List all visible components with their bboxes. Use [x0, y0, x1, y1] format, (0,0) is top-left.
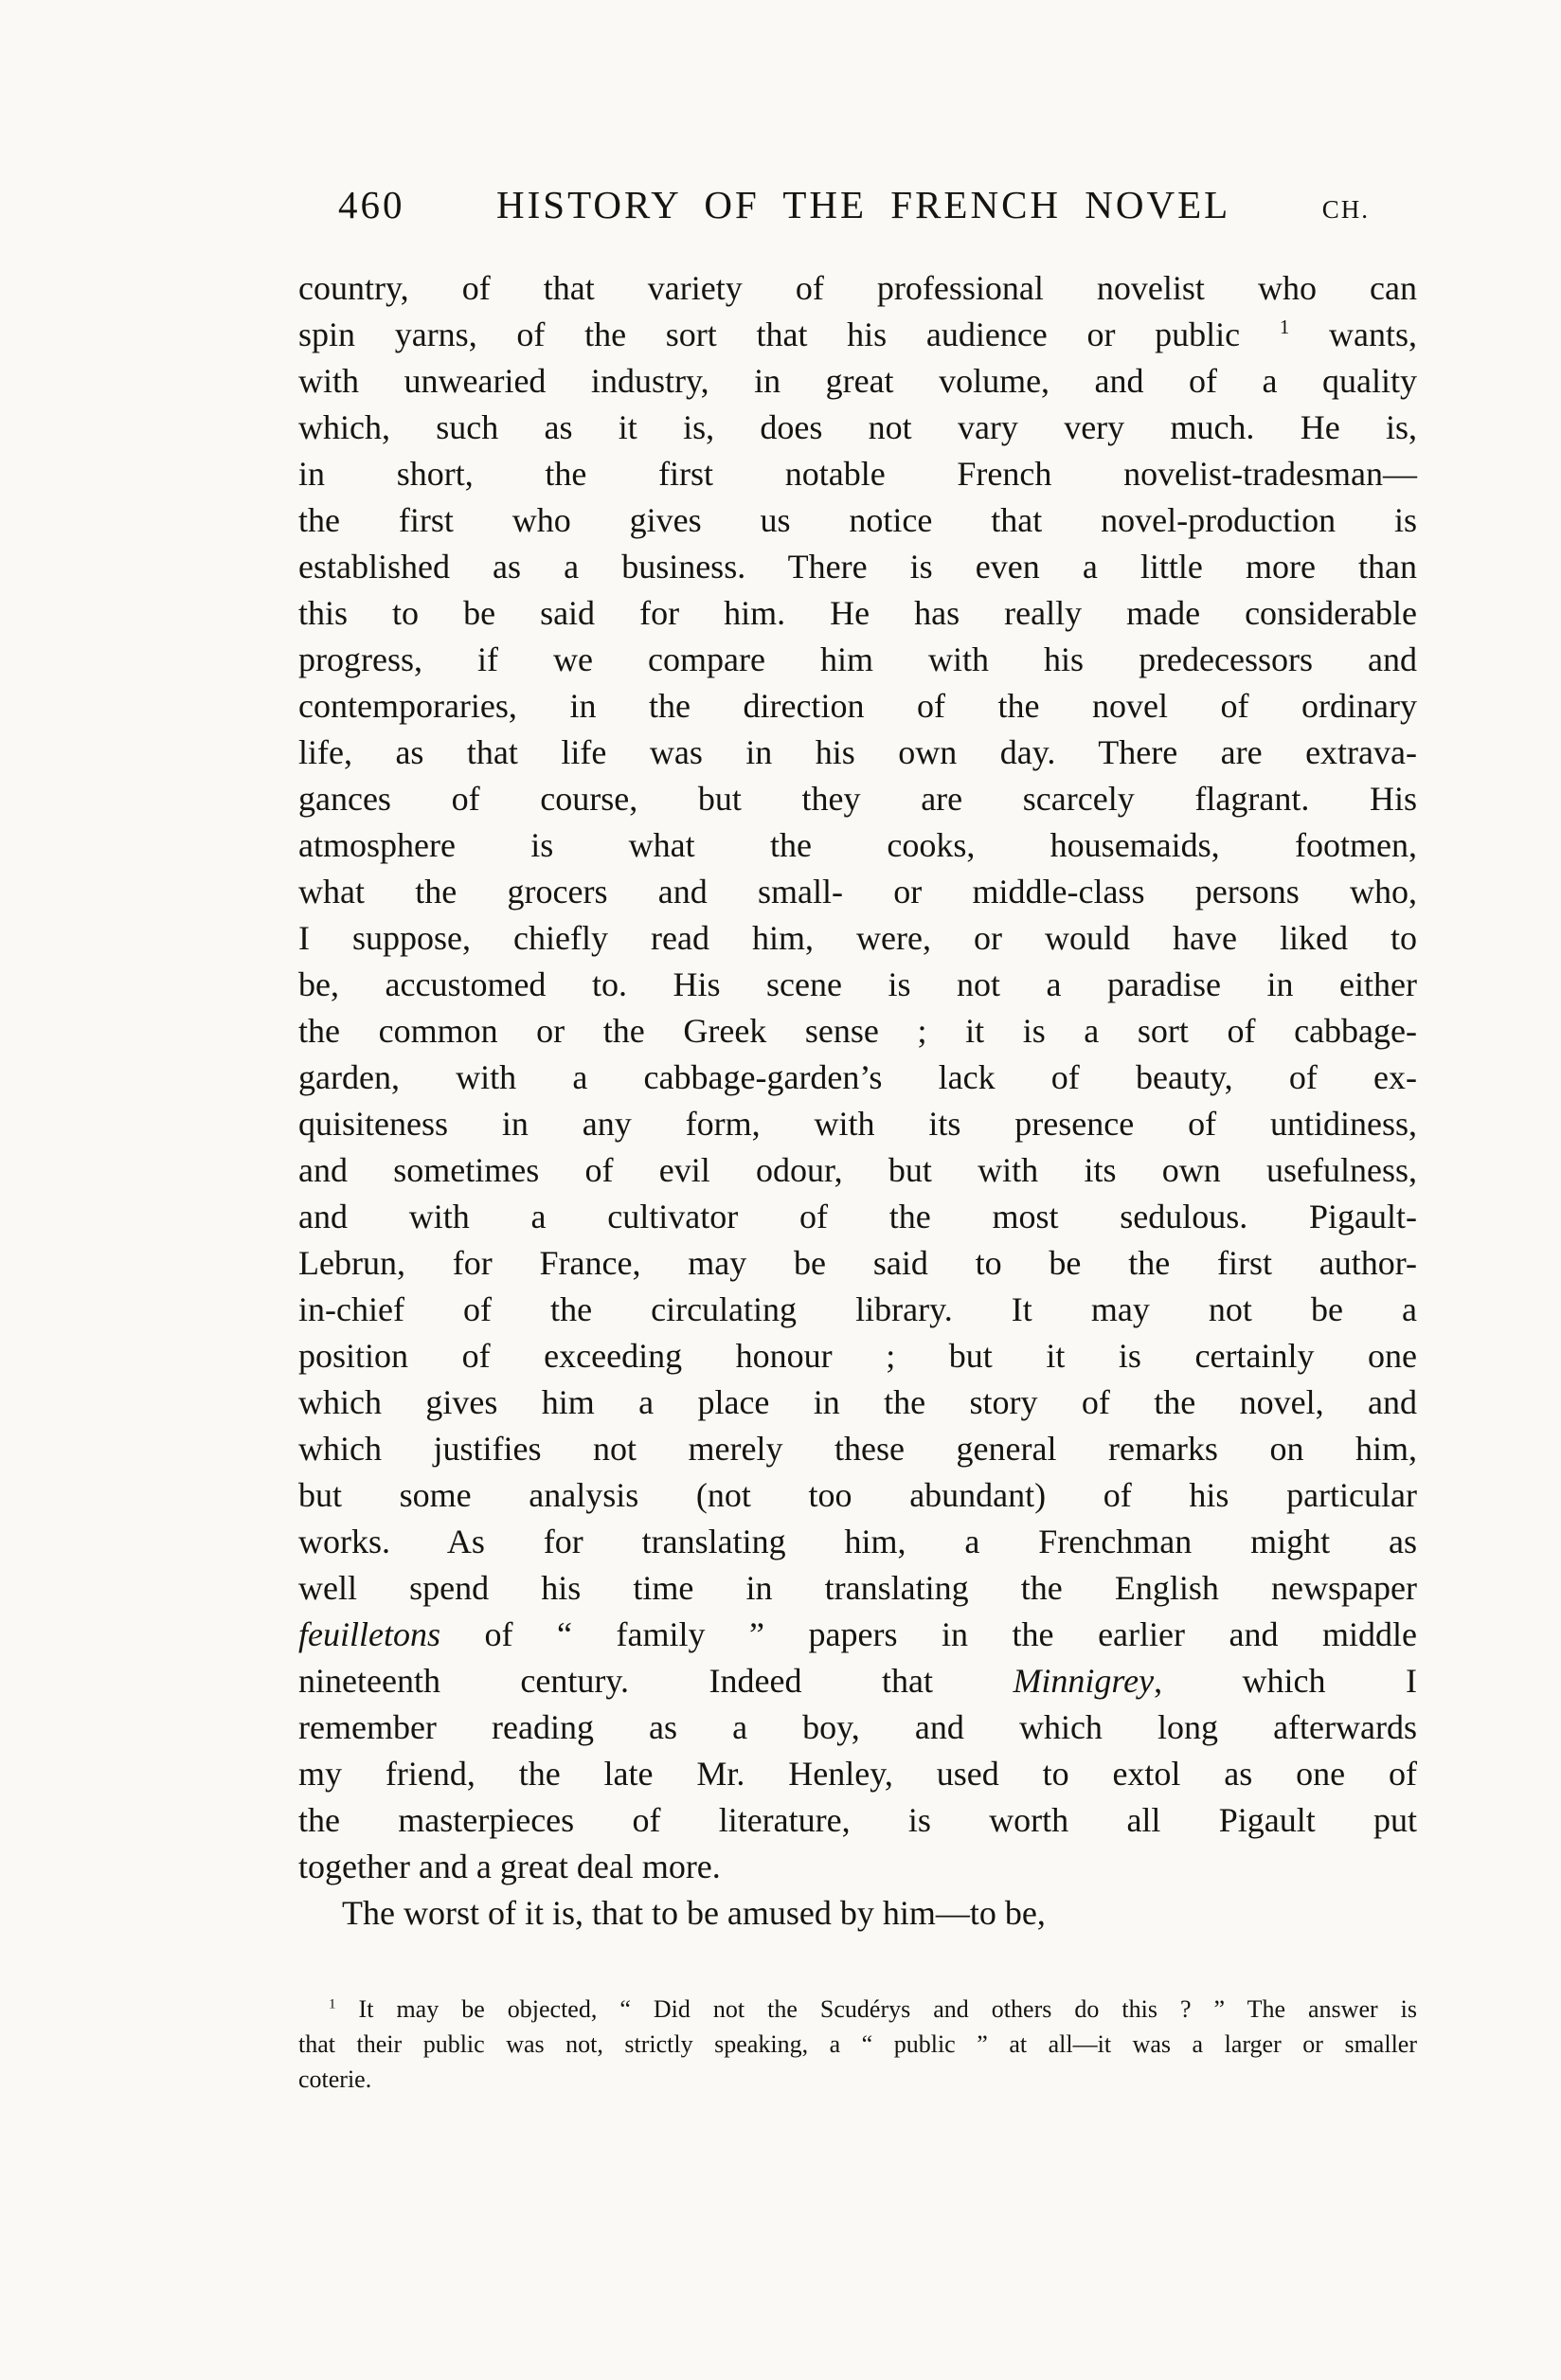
body-text-line — [298, 1751, 1417, 1797]
body-text-line — [298, 822, 1417, 869]
body-text-line — [298, 358, 1417, 405]
text-segment: my friend, the late Mr. Henley, used to extol as one of — [298, 1755, 1417, 1793]
body-text-line — [298, 590, 1417, 637]
body-text — [298, 265, 1417, 1937]
page-number: 460 — [338, 183, 405, 226]
text-segment: in short, the first notable French novelist-tradesman— — [298, 455, 1417, 493]
text-segment: which, such as it is, does not vary very much. He is, — [298, 408, 1417, 446]
text-segment: the first who gives us notice that novel-production is — [298, 501, 1417, 539]
text-segment: It may be objected, “ Did not the Scudérys and others do this ? ” The answer is — [335, 1995, 1417, 2023]
body-text-line — [298, 544, 1417, 590]
text-segment: but some analysis (not too abundant) of his particular — [298, 1476, 1417, 1514]
body-text-line — [298, 1612, 1417, 1658]
body-text-line — [298, 1519, 1417, 1565]
body-text-line — [298, 1287, 1417, 1333]
body-text-line — [298, 1147, 1417, 1194]
text-segment: what the grocers and small- or middle-class persons who, — [298, 873, 1417, 911]
text-segment: the common or the Greek sense ; it is a sort of cabbage- — [298, 1012, 1417, 1050]
text-segment: together and a great deal more. — [298, 1848, 721, 1885]
text-segment: remember reading as a boy, and which long afterwards — [298, 1708, 1417, 1746]
body-text-line — [298, 451, 1417, 497]
body-text-line — [298, 1565, 1417, 1612]
body-text-line — [298, 683, 1417, 730]
text-segment: nineteenth century. Indeed that — [298, 1662, 1014, 1700]
page-header — [298, 182, 1417, 227]
body-text-line — [298, 1890, 1417, 1937]
body-text-line — [298, 312, 1417, 358]
text-segment: this to be said for him. He has really made considerable — [298, 594, 1417, 632]
body-text-line — [298, 1101, 1417, 1147]
text-segment: with unwearied industry, in great volume, and of a quality — [298, 362, 1417, 400]
text-segment: contemporaries, in the direction of the novel of ordinary — [298, 687, 1417, 725]
text-segment: and with a cultivator of the most sedulous. Pigault- — [298, 1198, 1417, 1235]
text-segment: and sometimes of evil odour, but with its own usefulness, — [298, 1151, 1417, 1189]
body-text-line — [298, 730, 1417, 776]
body-text-line — [298, 1704, 1417, 1751]
footnote-line — [298, 1992, 1417, 2027]
footnote-reference: 1 — [1279, 316, 1290, 338]
text-segment: quisiteness in any form, with its presence of untidiness, — [298, 1105, 1417, 1143]
body-text-line — [298, 776, 1417, 822]
text-segment: established as a business. There is even a little more than — [298, 548, 1417, 586]
body-text-line — [298, 1472, 1417, 1519]
body-text-line — [298, 497, 1417, 544]
text-segment: Lebrun, for France, may be said to be the first author- — [298, 1244, 1417, 1282]
body-text-line — [298, 1194, 1417, 1240]
text-segment: be, accustomed to. His scene is not a paradise in either — [298, 965, 1417, 1003]
body-text-line — [298, 405, 1417, 451]
body-text-line — [298, 1008, 1417, 1055]
body-text-line — [298, 265, 1417, 312]
body-text-line — [298, 1055, 1417, 1101]
italic-text: Minnigrey — [1013, 1662, 1155, 1700]
body-text-line — [298, 1426, 1417, 1472]
text-segment: position of exceeding honour ; but it is certainly one — [298, 1337, 1417, 1375]
footnote-reference: 1 — [329, 1996, 336, 2012]
text-segment: which gives him a place in the story of the novel, and — [298, 1383, 1417, 1421]
body-text-line — [298, 1379, 1417, 1426]
text-segment: wants, — [1289, 316, 1417, 353]
chapter-marker: CH. — [1321, 195, 1370, 224]
text-segment: garden, with a cabbage-garden’s lack of beauty, of ex- — [298, 1058, 1417, 1096]
text-segment: in-chief of the circulating library. It may not be a — [298, 1290, 1417, 1328]
text-segment: atmosphere is what the cooks, housemaids, footmen, — [298, 826, 1417, 864]
text-segment: works. As for translating him, a Frenchman might as — [298, 1523, 1417, 1560]
footnote-line — [298, 2062, 1417, 2097]
body-text-line — [298, 1333, 1417, 1379]
body-text-line — [298, 1658, 1417, 1704]
body-text-line — [298, 915, 1417, 962]
body-text-line — [298, 962, 1417, 1008]
text-segment: progress, if we compare him with his predecessors and — [298, 640, 1417, 678]
text-segment: of “ family ” papers in the earlier and middle — [440, 1615, 1417, 1653]
text-segment: well spend his time in translating the English newspaper — [298, 1569, 1417, 1607]
text-segment: that their public was not, strictly speaking, a “ public ” at all—it was a larger or smaller — [298, 2030, 1417, 2058]
text-segment: coterie. — [298, 2065, 372, 2093]
text-segment: , which I — [1154, 1662, 1418, 1700]
text-segment: which justifies not merely these general remarks on him, — [298, 1430, 1417, 1468]
footnote — [298, 1992, 1417, 2097]
text-segment: The worst of it is, that to be amused by him—to be, — [342, 1894, 1046, 1932]
running-title: HISTORY OF THE FRENCH NOVEL — [496, 183, 1231, 226]
body-text-line — [298, 1797, 1417, 1844]
body-text-line — [298, 637, 1417, 683]
body-text-line — [298, 869, 1417, 915]
italic-text: feuilletons — [298, 1615, 440, 1653]
text-segment: life, as that life was in his own day. There are extrava- — [298, 733, 1417, 771]
text-segment: country, of that variety of professional novelist who can — [298, 269, 1417, 307]
text-segment: spin yarns, of the sort that his audience or public — [298, 316, 1280, 353]
body-text-line — [298, 1844, 1417, 1890]
text-segment: gances of course, but they are scarcely flagrant. His — [298, 780, 1417, 818]
text-segment: the masterpieces of literature, is worth all Pigault put — [298, 1801, 1417, 1839]
text-segment: I suppose, chiefly read him, were, or would have liked to — [298, 919, 1417, 957]
body-text-line — [298, 1240, 1417, 1287]
footnote-line — [298, 2027, 1417, 2062]
